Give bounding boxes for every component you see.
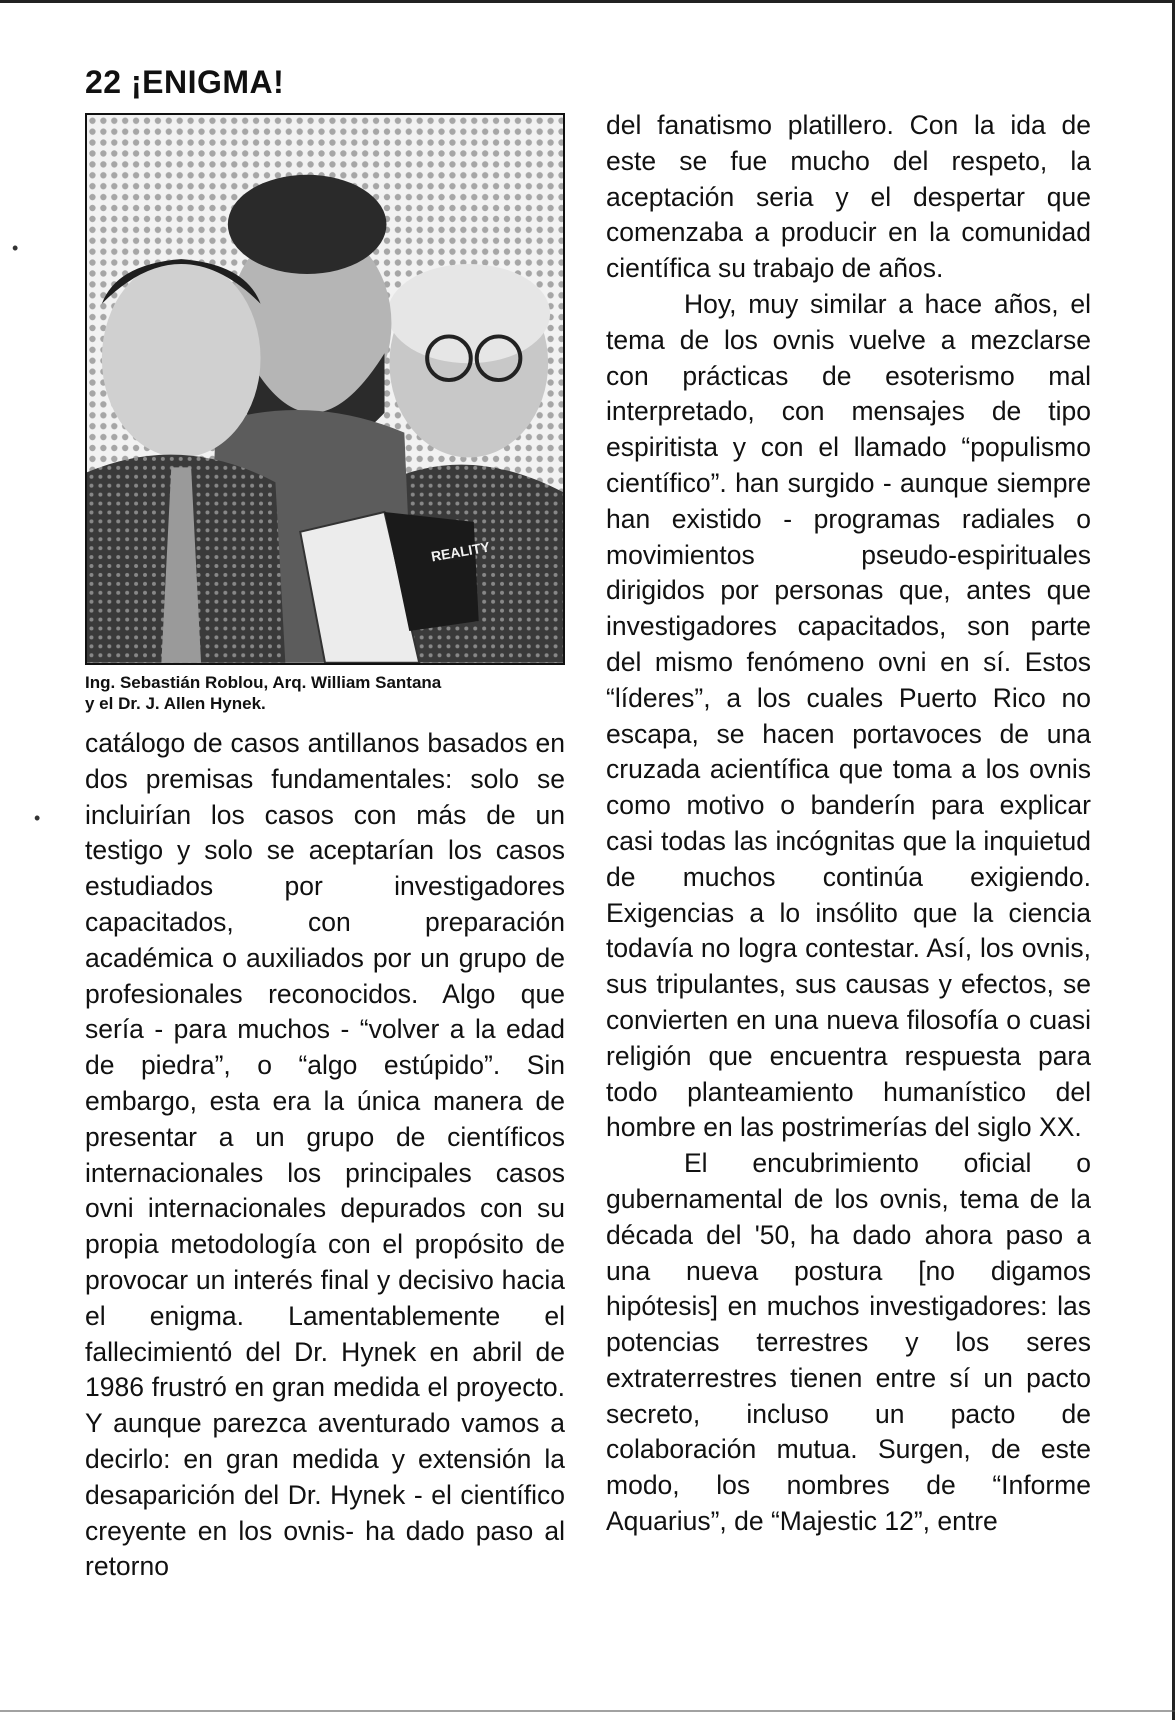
- scan-edge-top: [0, 0, 1175, 3]
- right-paragraph-1: del fanatismo platillero. Con la ida de este se fue mucho del respeto, la aceptación seria y el despertar que comenzaba a producir en la comunidad científica su trabajo de años.: [606, 110, 1091, 284]
- right-paragraph-2: Hoy, muy similar a hace años, el tema de los ovnis vuelve a mezclarse con prácticas de esoterismo mal interpretado, con mensajes de tipo espiritista y con el llamado “populismo científico”. han surgido - aunque siempre han existido - programas radiales o movimientos pseudo-espirituales dirigidos por personas que, antes que investigadores capacitados, son parte del mismo fenómeno ovni en sí. Estos “líderes”, a los cuales Puerto Rico no escapa, se hacen portavoces de una cruzada acientífica que toma a los ovnis como motivo o banderín para explicar casi todas las incógnitas que la inquietud de muchos continúa exigiendo. Exigencias a lo insólito que la ciencia todavía no logra contestar. Así, los ovnis, sus tripulantes, sus causas y efectos, se convierten en una nueva filosofía o cuasi religión que encuentra respuesta para todo planteamiento humanístico del hombre en las postrimerías del siglo XX.: [606, 288, 1091, 1143]
- right-column: [606, 108, 1091, 1540]
- scan-speck: •: [34, 808, 41, 828]
- book-cover-text: REALITY: [429, 538, 492, 565]
- photo: [85, 113, 565, 665]
- left-paragraph: catálogo de casos antillanos basados en dos premisas fundamentales: solo se incluirían los casos con más de un testigo y solo se aceptarían los casos estudiados por investigadores capacitados, con preparación académica o auxiliados por un grupo de profesionales reconocidos. Algo que sería - para muchos - “volver a la edad de piedra”, o “algo estúpido”. Sin embargo, esta era la única manera de presentar a un grupo de científicos internacionales los principales casos ovni internacionales depurados con su propia metodología con el propósito de provocar un interés final y decisivo hacia el enigma. Lamentablemente el fallecimientó del Dr. Hynek en abril de 1986 frustró en gran medida el proyecto. Y aunque parezca aventurado vamos a decirlo: en gran medida y extensión la desaparición del Dr. Hynek - el científico creyente en los ovnis- ha dado paso al retorno: [85, 728, 565, 1582]
- caption-line-1: Ing. Sebastián Roblou, Arq. William Santana: [85, 673, 442, 692]
- left-column: [85, 726, 565, 1585]
- photo-three-men-reading-book-icon: [87, 115, 563, 663]
- page-header: 22 ¡ENIGMA!: [85, 64, 285, 100]
- scan-speck: •: [12, 238, 19, 258]
- scan-edge-bottom: [0, 1710, 1175, 1712]
- photo-caption: [85, 672, 565, 714]
- caption-line-2: y el Dr. J. Allen Hynek.: [85, 694, 266, 713]
- right-paragraph-3: El encubrimiento oficial o gubernamental de los ovnis, tema de la década del '50, ha dado ahora paso a una nueva postura [no digamos hipótesis] en muchos investigadores: las potencias terrestres y los seres extraterrestres tienen entre sí un pacto secreto, incluso un pacto de colaboración mutua. Surgen, de este modo, los nombres de “Informe Aquarius”, de “Majestic 12”, entre: [606, 1148, 1091, 1537]
